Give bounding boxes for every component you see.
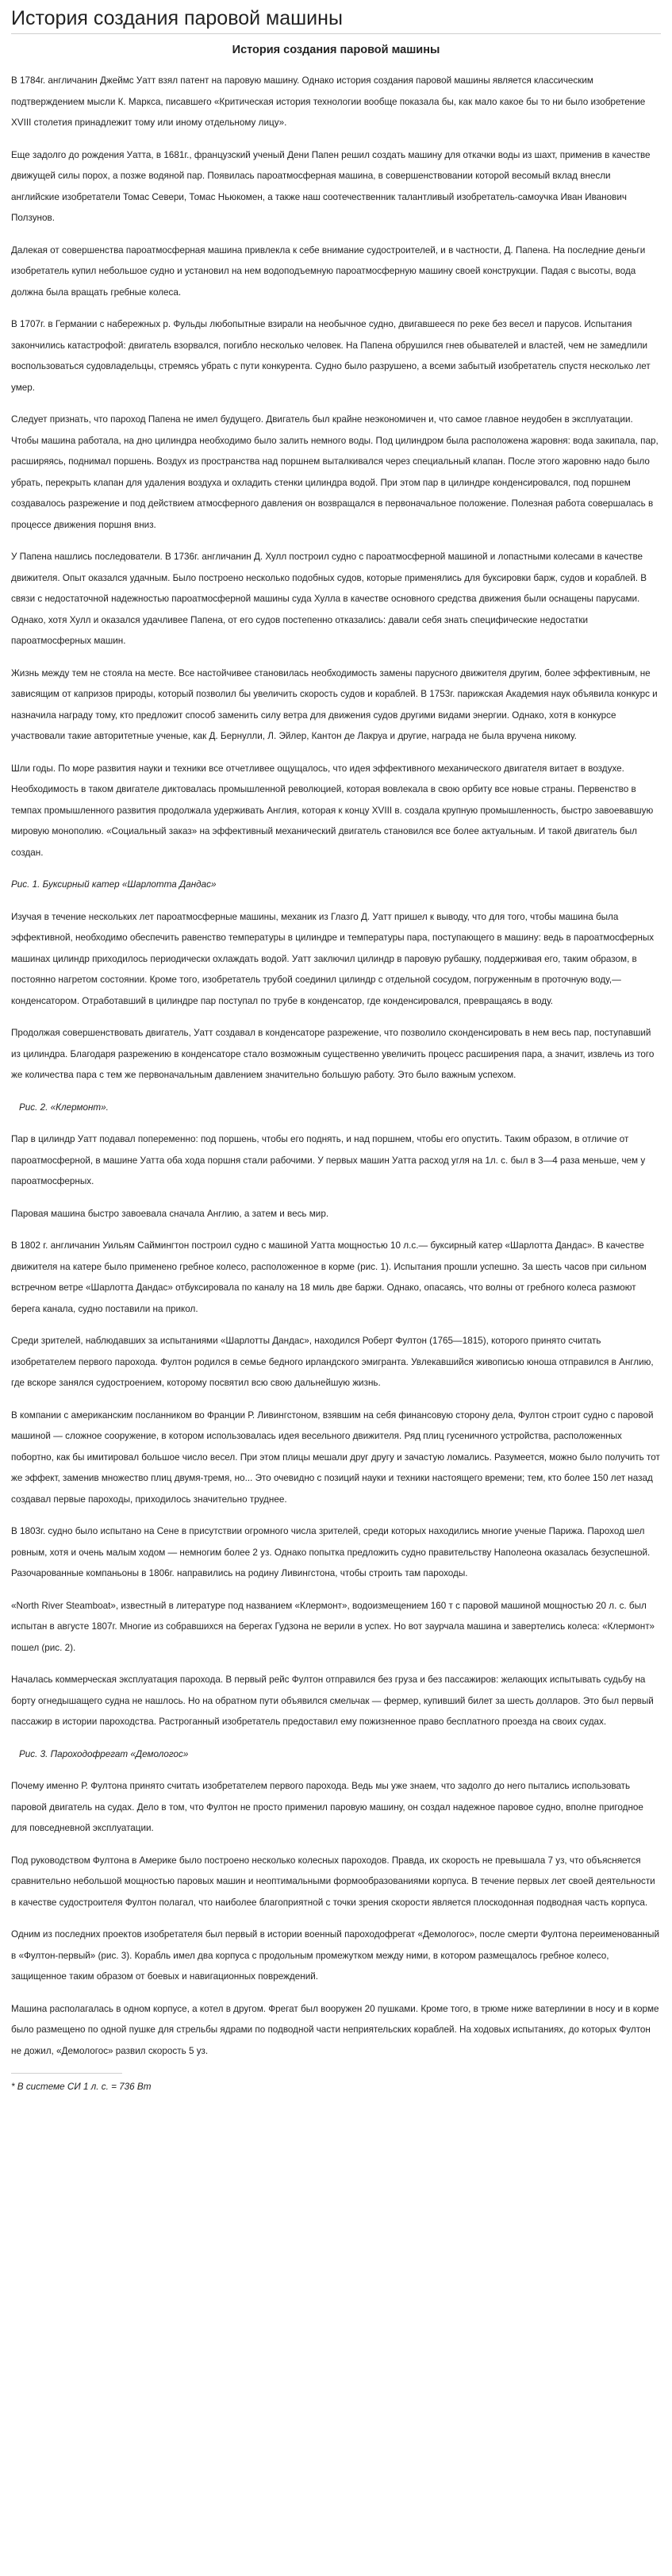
footnote: * В системе СИ 1 л. с. = 736 Вт (11, 2082, 152, 2092)
paragraph-14: Среди зрителей, наблюдавших за испытаниями «Шарлотты Дандас», находился Роберт Фултон (1765—1815), которого принято считать изобретателем первого парохода. Фултон родился в семье бедного ирландского эмигранта. Увлекавшийся живописью юноша отправился в Англию, где вскоре занялся судостроением, которому посвятил всю свою дальнейшую жизнь. (11, 1336, 654, 1388)
document-page (0, 6, 672, 2096)
paragraph-4: В 1707г. в Германии с набережных р. Фульды любопытные взирали на необычное судно, двигавшееся по реке без весел и парусов. Испытания закончились катастрофой: двигатель взорвался, погибло несколько человек. На Папена обрушился гнев обывателей и властей, чем не замедлили воспользоваться судовладельцы, стремясь убрать с пути конкурента. Судно было разрушено, а всеми забытый изобретатель спустя несколько лет умер. (11, 319, 651, 393)
paragraph-9: Изучая в течение нескольких лет пароатмосферные машины, механик из Глазго Д. Уатт пришел к выводу, что для того, чтобы машина была эффективной, необходимо обеспечить равенство температуры в цилиндре и температуры пара, поступающего в машину: ведь в пароатмосферных машинах цилиндр приходилось периодически охлаждать водой. Уатт заключил цилиндр в паровую рубашку, поддерживая его, таким образом, в постоянно нагретом состоянии. Кроме того, изобретатель трубой соединил цилиндр с отдельной сосудом, погруженным в проточную воду,— конденсатором. Отработавший в цилиндре пар поступал по трубе в конденсатор, где конденсировался, превращаясь в воду. (11, 911, 655, 1006)
paragraph-7: Жизнь между тем не стояла на месте. Все настойчивее становилась необходимость замены парусного движителя другим, более эффективным, не зависящим от капризов природы, который позволил бы увеличить скорость судов и кораблей. В 1753г. парижская Академия наук объявила конкурс и назначила награду тому, кто предложит способ заменить силу ветра для движения судов другими видами энергии. Однако, хотя в конкурсе участвовали такие авторитетные ученые, как Д. Бернулли, Л. Эйлер, Кантон де Лакруа и другие, награда не была вручена никому. (11, 667, 658, 741)
paragraph-11: Пар в цилиндр Уатт подавал попеременно: под поршень, чтобы его поднять, и над поршнем, чтобы его опустить. Таким образом, в отличие от пароатмосферной, в машине Уатта оба хода поршня стали рабочими. У первых машин Уатта расход угля на 1л. с. был в 3—4 раза меньше, чем у пароатмосферных. (11, 1134, 646, 1186)
paragraph-3: Далекая от совершенства пароатмосферная машина привлекла к себе внимание судостроителей, и в частности, Д. Папена. На последние деньги изобретатель купил небольшое судно и установил на нем водоподъемную пароатмосферную машину своей конструкции. Падая с высоты, вода должна была вращать гребные колеса. (11, 244, 646, 298)
figure-caption-1: Рис. 1. Буксирный катер «Шарлотта Дандас» (11, 879, 217, 890)
paragraph-13: В 1802 г. англичанин Уильям Саймингтон построил судно с машиной Уатта мощностью 10 л.с.— буксирный катер «Шарлотта Дандас». В качестве движителя на катере было применено гребное колесо, расположенное в корме (рис. 1). Испытания прошли успешно. За шесть часов при сильном встречном ветре «Шарлотта Дандас» отбуксировала по каналу на 18 миль две баржи. Однако, опасаясь, что волны от гребного колеса размоют берега канала, судно поставили на прикол. (11, 1240, 647, 1314)
paragraph-17: «North River Steamboat», известный в литературе под названием «Клермонт», водоизмещением 160 т с паровой машиной мощностью 20 л. с. был испытан в августе 1807г. Многие из собравшихся на берегах Гудзона не верили в успех. Но вот заурчала машина и завертелись колеса: «Клермонт» пошел (рис. 2). (11, 1600, 655, 1653)
paragraph-20: Под руководством Фултона в Америке было построено несколько колесных пароходов. Правда, их скорость не превышала 7 уз, что объясняется сравнительно небольшой мощностью паровых машин и неоптимальными формообразованиями корпуса. В течение первых лет своей деятельности в качестве судостроителя Фултон полагал, что наиболее благоприятной с точки зрения скорости является плоскодонная подводная часть корпуса. (11, 1855, 655, 1908)
article-subtitle: История создания паровой машины (232, 44, 440, 56)
paragraph-5: Следует признать, что пароход Папена не имел будущего. Двигатель был крайне неэкономичен и, что самое главное неудобен в эксплуатации. Чтобы машина работала, на дно цилиндра необходимо было залить немного воды. Под цилиндром была расположена жаровня: вода закипала, пар, расширяясь, поднимал поршень. Воздух из пространства над поршнем выталкивался через специальный клапан. После этого жаровню надо было убрать, перекрыть клапан для удаления воздуха и охладить стенки цилиндра водой. При этом пар в цилиндре конденсировался, под поршнем создавалось разрежение и под действием атмосферного давления он возвращался в первоначальное положение. Полезная работа совершалась в процессе движения поршня вниз. (11, 414, 659, 530)
paragraph-22: Машина располагалась в одном корпусе, а котел в другом. Фрегат был вооружен 20 пушками. Кроме того, в трюме ниже ватерлинии в носу и в корме было размещено по одной пушке для стрельбы ядрами по подводной части неприятельских кораблей. На ходовых испытаниях, до которых Фултон не дожил, «Демологос» развил скорость 5 уз. (11, 2003, 659, 2056)
figure-caption-3: Рис. 3. Пароходофрегат «Демологос» (19, 1748, 189, 1759)
paragraph-19: Почему именно Р. Фултона принято считать изобретателем первого парохода. Ведь мы уже знаем, что задолго до него пытались использовать паровой двигатель на судах. Дело в том, что Фултон не просто применил паровую машину, он создал надежное паровое судно, вполне пригодное для повседневной эксплуатации. (11, 1781, 643, 1833)
paragraph-16: В 1803г. судно было испытано на Сене в присутствии огромного числа зрителей, среди которых находились многие ученые Парижа. Пароход шел ровным, хотя и очень малым ходом — немногим более 2 уз. Однако попытка предложить судно правительству Наполеона оказалась безуспешной. Разочарованные компаньоны в 1806г. направились на родину Ливингстона, чтобы строить там пароходы. (11, 1526, 651, 1578)
paragraph-10: Продолжая совершенствовать двигатель, Уатт создавал в конденсаторе разрежение, что позволило сконденсировать в нем весь пар, поступавший из цилиндра. Благодаря разрежению в конденсаторе стало возможным существенно увеличить процесс расширения пара, а значит, извлечь из того же количества пара с тем же первоначальным давлением значительно большую работу. Это было важным успехом. (11, 1028, 655, 1080)
paragraph-12: Паровая машина быстро завоевала сначала Англию, а затем и весь мир. (11, 1208, 329, 1219)
figure-caption-2: Рис. 2. «Клермонт». (19, 1102, 109, 1113)
paragraph-8: Шли годы. По море развития науки и техники все отчетливее ощущалось, что идея эффективного механического двигателя витает в воздухе. Необходимость в таком двигателе диктовалась промышленной революцией, которая вовлекала в свою орбиту все новые страны. Первенство в темпах промышленного развития продолжала удерживать Англия, которая к концу XVIII в. создала крупную промышленность, быстро завоевавшую мировую монополию. «Социальный заказ» на эффективный механический двигатель становился все более актуальным. И такой двигатель был создан. (11, 763, 654, 858)
paragraph-2: Еще задолго до рождения Уатта, в 1681г., французский ученый Дени Папен решил создать машину для откачки воды из шахт, применив в качестве движущей силы порох, а позже водяной пар. Появилась пароатмосферная машина, в совершенствовании которой весомый вклад внесли английские изобретатели Томас Севери, Томас Ньюкомен, а также наш соотечественник талантливый изобретатель-самоучка Иван Иванович Ползунов. (11, 149, 651, 223)
page-title: История создания паровой машины (11, 6, 661, 34)
paragraph-18: Началась коммерческая эксплуатация парохода. В первый рейс Фултон отправился без груза и без пассажиров: желающих испытывать судьбу на борту огнедышащего судна не нашлось. Но на обратном пути объявился смельчак — фермер, купивший билет за шесть долларов. Это был первый пассажир в истории пароходства. Растроганный изобретатель предоставил ему пожизненное право бесплатного проезда на своих судах. (11, 1674, 654, 1727)
paragraph-1: В 1784г. англичанин Джеймс Уатт взял патент на паровую машину. Однако история создания паровой машины является классическим подтверждением мысли К. Маркса, писавшего «Критическая история технологии вообще показала бы, как мало какое бы то ни было изобретение XVIII столетия принадлежит тому или иному отдельному лицу». (11, 75, 646, 128)
footnote-divider (11, 2073, 122, 2074)
paragraph-6: У Папена нашлись последователи. В 1736г. англичанин Д. Хулл построил судно с пароатмосферной машиной и лопастными колесами в качестве движителя. Опыт оказался удачным. Было построено несколько подобных судов, которые применялись для буксировки барж, судов и кораблей. В связи с недостаточной надежностью пароатмосферной машины суда Хулла в качестве основного средства движения были оснащены парусами. Однако, хотя Хулл и оказался удачливее Папена, от его судов постепенно отказались: давали себя знать специфические недостатки пароатмосферных машин. (11, 552, 647, 646)
paragraph-15: В компании с американским посланником во Франции Р. Ливингстоном, взявшим на себя финансовую сторону дела, Фултон строит судно с паровой машиной — сложное сооружение, в котором использовалась идея весельного движителя. Ряд плиц гусеничного устройства, расположенных побортно, как бы имитировал большое число весел. При этом плицы мешали друг другу и зачастую ломались. Разумеется, можно было получить тот же эффект, заменив множество плиц двумя-тремя, но... Это очевидно с позиций науки и техники настоящего времени; тем, кто более 150 лет назад создавал первые пароходы, приходилось значительно труднее. (11, 1409, 660, 1505)
paragraph-21: Одним из последних проектов изобретателя был первый в истории военный пароходофрегат «Демологос», после смерти Фултона переименованный в «Фултон-первый» (рис. 3). Корабль имел два корпуса с продольным промежутком между ними, в котором размещалось гребное колесо, защищенное таким образом от боевых и навигационных повреждений. (11, 1929, 659, 1982)
